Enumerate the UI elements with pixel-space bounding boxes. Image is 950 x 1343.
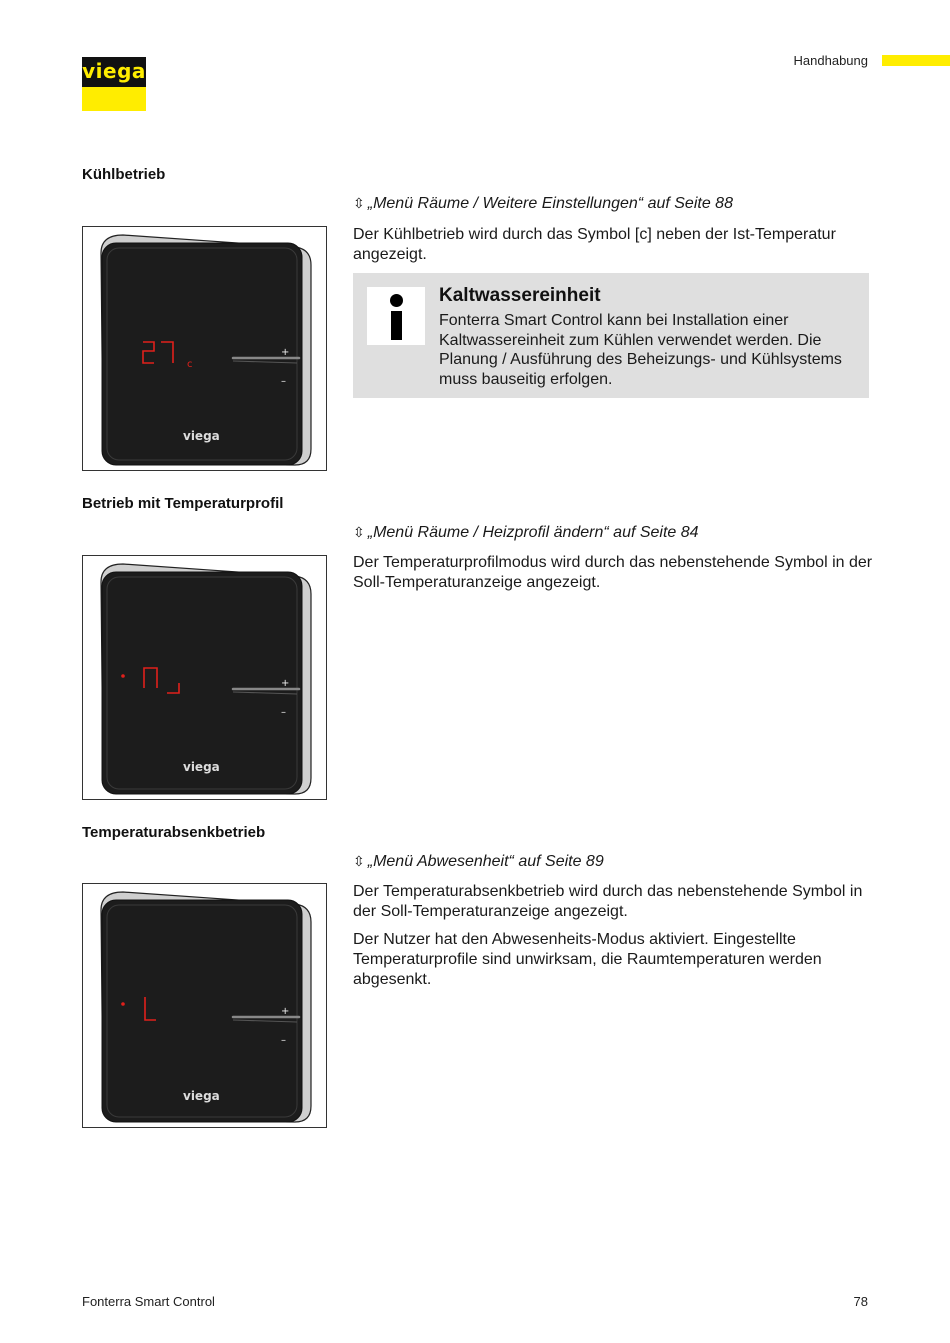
section-title-cooling: Kühlbetrieb	[82, 166, 166, 183]
viega-logo	[82, 57, 146, 111]
svg-text:–: –	[281, 376, 286, 387]
info-title: Kaltwassereinheit	[439, 285, 601, 306]
svg-text:+: +	[281, 347, 290, 358]
footer-product: Fonterra Smart Control	[82, 1294, 215, 1309]
info-icon	[367, 287, 425, 345]
svg-text:–: –	[281, 707, 286, 718]
paragraph-profile: Der Temperaturprofilmodus wird durch das nebenstehende Symbol in der Soll-Temperaturanzeige angezeigt.	[353, 554, 873, 591]
reference-link-setback[interactable]	[353, 853, 604, 871]
arrow-reference-icon: ⇳	[353, 853, 365, 869]
paragraph-cooling: Der Kühlbetrieb wird durch das Symbol [c] neben der Ist-Temperatur angezeigt.	[353, 226, 836, 263]
arrow-reference-icon: ⇳	[353, 195, 365, 211]
device-image-cooling	[82, 226, 327, 471]
svg-text:+: +	[281, 678, 290, 689]
device-brand: viega	[183, 760, 220, 774]
svg-text:–: –	[281, 1035, 286, 1046]
device-image-profile	[82, 555, 327, 800]
page-number: 78	[853, 1294, 868, 1309]
thermostat-illustration	[83, 884, 328, 1129]
display-symbol-c: c	[187, 359, 193, 370]
info-box	[353, 273, 869, 398]
paragraph-setback-2: Der Nutzer hat den Abwesenheits-Modus aktiviert. Eingestellte Temperaturprofile sind unwirksam, die Raumtemperaturen werden abgesenkt.	[353, 931, 822, 988]
device-brand: viega	[183, 1089, 220, 1103]
device-image-setback	[82, 883, 327, 1128]
device-brand: viega	[183, 429, 220, 443]
arrow-reference-icon: ⇳	[353, 524, 365, 540]
svg-text:+: +	[281, 1006, 290, 1017]
reference-text: „Menü Räume / Weitere Einstellungen“ auf Seite 88	[367, 195, 733, 212]
reference-text: „Menü Räume / Heizprofil ändern“ auf Seite 84	[367, 524, 699, 541]
thermostat-illustration	[83, 556, 328, 801]
reference-link-profile[interactable]	[353, 524, 699, 542]
header-accent-bar	[882, 55, 950, 66]
section-label: Handhabung	[793, 53, 868, 68]
logo-text: viega	[82, 59, 146, 83]
thermostat-illustration	[83, 227, 328, 472]
reference-text: „Menü Abwesenheit“ auf Seite 89	[367, 853, 604, 870]
reference-link-cooling[interactable]	[353, 195, 733, 213]
paragraph-setback-1: Der Temperaturabsenkbetrieb wird durch das nebenstehende Symbol in der Soll-Temperaturanzeige angezeigt.	[353, 883, 863, 920]
section-title-profile: Betrieb mit Temperaturprofil	[82, 495, 284, 512]
section-title-setback: Temperaturabsenkbetrieb	[82, 824, 266, 841]
info-text: Fonterra Smart Control kann bei Installation einer Kaltwassereinheit zum Kühlen verwendet werden. Die Planung / Ausführung des Beheizungs- und Kühlsystems muss bauseitig erfolgen.	[439, 312, 842, 388]
